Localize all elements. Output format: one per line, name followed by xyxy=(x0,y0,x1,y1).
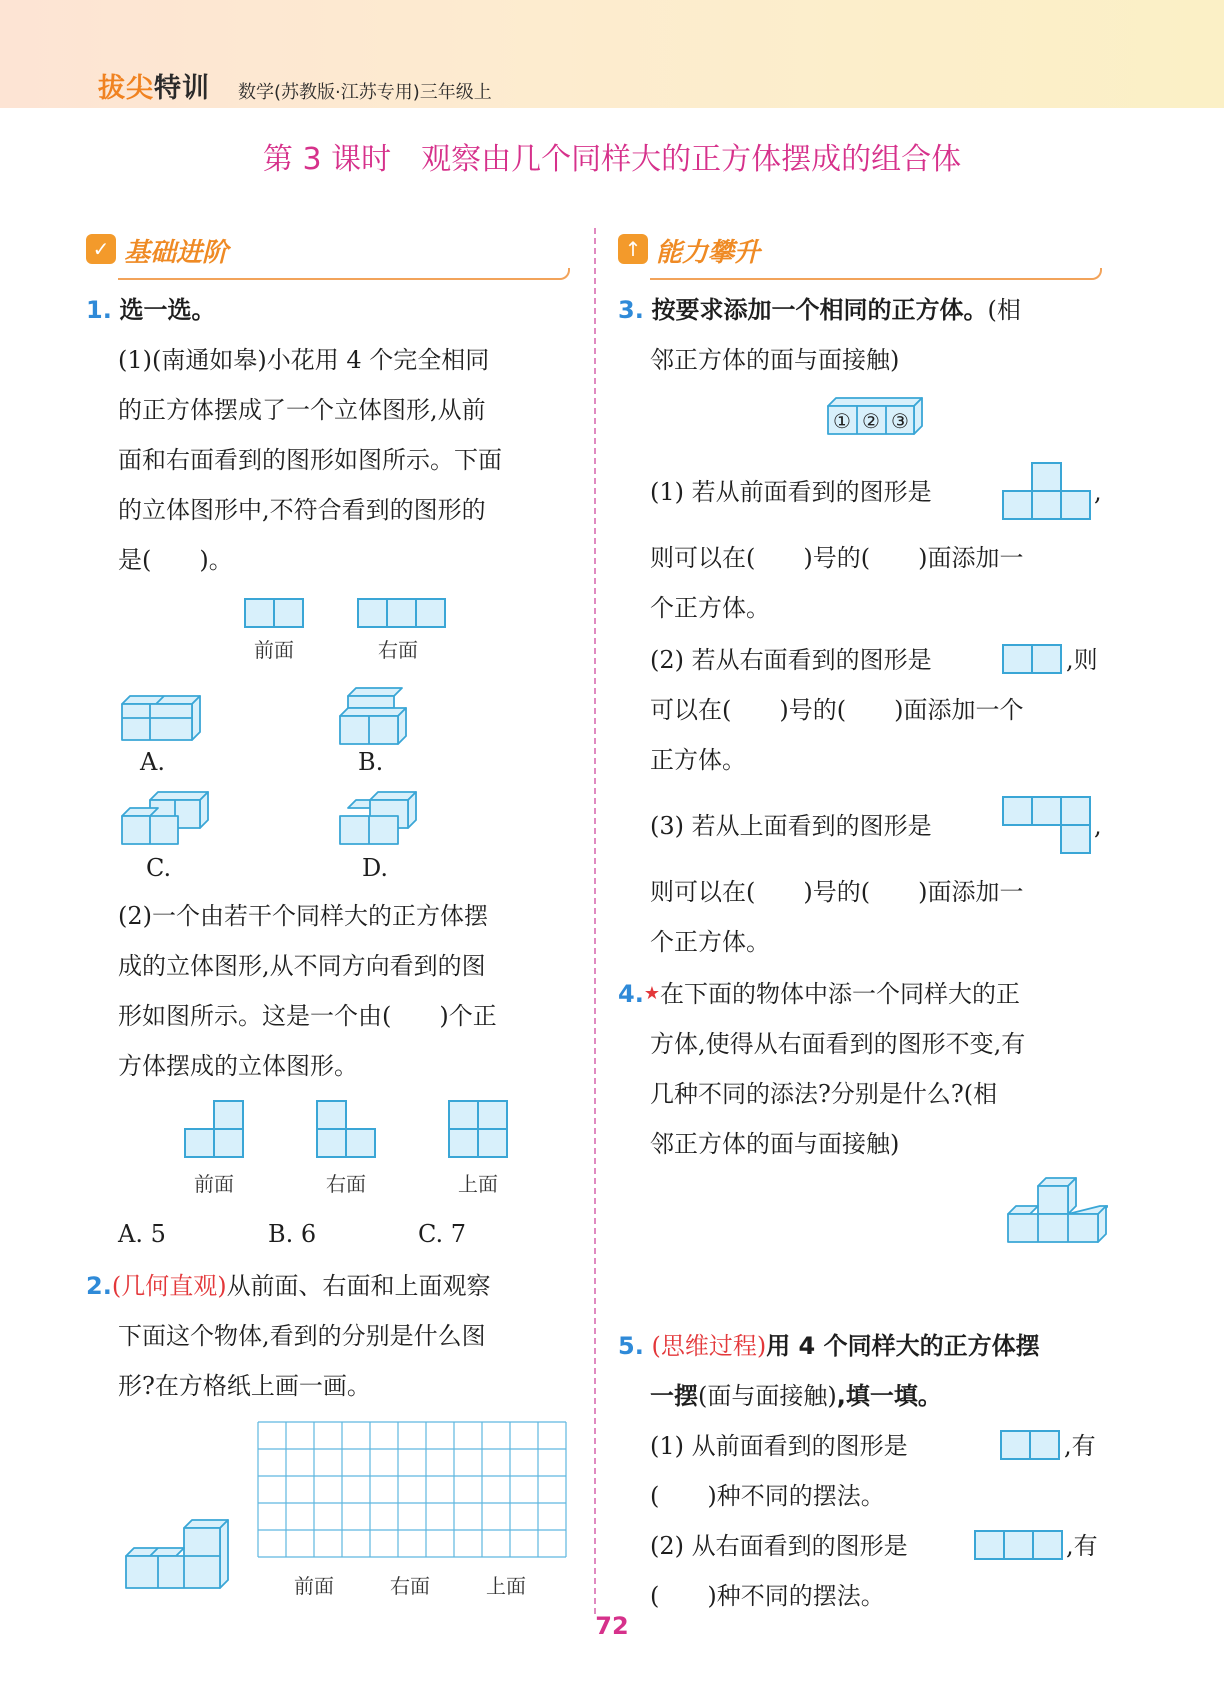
q3-s3-line-b: 则可以在( )号的( )面添加一 xyxy=(650,878,1024,906)
q4-text: 在下面的物体中添一个同样大的正 xyxy=(659,980,1020,1008)
cube-number-1: ① xyxy=(833,409,851,433)
q3-s1-line-b: 则可以在( )号的( )面添加一 xyxy=(650,544,1024,572)
q3-note-line-2: 邻正方体的面与面接触) xyxy=(650,346,900,374)
q1-right-view-figure xyxy=(357,598,447,628)
q1-p1-line: 的正方体摆成了一个立体图形,从前 xyxy=(118,396,486,424)
q5-s1-tail: ,有 xyxy=(1064,1432,1096,1460)
q5-title-b: 一摆 xyxy=(650,1382,698,1410)
view-label: 上面 xyxy=(458,1172,498,1196)
comma: , xyxy=(1094,478,1102,506)
choice-c[interactable]: C. 7 xyxy=(418,1220,467,1248)
option-b-label[interactable]: B. xyxy=(358,748,384,776)
q5-number: 5. xyxy=(618,1332,644,1360)
section-header-right xyxy=(618,232,1106,272)
section-underline-right xyxy=(650,268,1102,280)
option-d-label[interactable]: D. xyxy=(362,854,389,882)
q3-s3-line-c: 个正方体。 xyxy=(650,928,770,956)
q5-s2-line-b: ( )种不同的摆法。 xyxy=(650,1582,885,1610)
q3-s2-line-b: 可以在( )号的( )面添加一个 xyxy=(650,696,1024,724)
q1-front-view-figure xyxy=(244,598,306,628)
q5-line-1 xyxy=(618,1330,1040,1362)
q4-line-1 xyxy=(618,978,1020,1010)
q1-p2-front-view xyxy=(184,1100,246,1160)
option-b-figure xyxy=(334,686,414,746)
q5-s1-view-figure xyxy=(1000,1430,1062,1460)
q1-p2-line: 方体摆成的立体图形。 xyxy=(118,1052,358,1080)
q1-p2-line: (2)一个由若干个同样大的正方体摆 xyxy=(118,902,488,930)
q5-title-a: 用 4 个同样大的正方体摆 xyxy=(766,1332,1040,1360)
view-label: 前面 xyxy=(194,1172,234,1196)
section-header-left xyxy=(86,232,574,272)
q5-s2-line-a: (2) 从右面看到的图形是 xyxy=(650,1532,908,1560)
cube-number-2: ② xyxy=(862,409,880,433)
grid-label-right: 右面 xyxy=(390,1574,430,1598)
q3-s1-view-figure xyxy=(1002,462,1092,522)
q2-number: 2. xyxy=(86,1272,112,1300)
q2-grid-paper[interactable] xyxy=(256,1420,568,1560)
view-label: 前面 xyxy=(254,638,294,662)
grid-label-top: 上面 xyxy=(486,1574,526,1598)
cube-number-3: ③ xyxy=(891,409,909,433)
q5-s2-view-figure xyxy=(974,1530,1064,1560)
q3-s2-tail: ,则 xyxy=(1066,646,1098,674)
q5-title-c: ,填一填。 xyxy=(836,1382,942,1410)
q1-p2-top-view xyxy=(448,1100,510,1160)
q1-p2-line: 形如图所示。这是一个由( )个正 xyxy=(118,1002,497,1030)
q3-s2-line-a: (2) 若从右面看到的图形是 xyxy=(650,646,932,674)
q3-number: 3. xyxy=(618,296,644,324)
q1-p2-line: 成的立体图形,从不同方向看到的图 xyxy=(118,952,486,980)
comma: , xyxy=(1094,812,1102,840)
brand-part1: 拔尖 xyxy=(98,73,154,104)
page-number: 72 xyxy=(595,1612,629,1640)
q5-s2-tail: ,有 xyxy=(1066,1532,1098,1560)
q3-note: (相 xyxy=(987,296,1021,324)
q3-s1-line-c: 个正方体。 xyxy=(650,594,770,622)
q1-heading xyxy=(86,294,215,326)
choice-a[interactable]: A. 5 xyxy=(118,1220,166,1248)
grid-label-front: 前面 xyxy=(294,1574,334,1598)
q4-number: 4. xyxy=(618,980,644,1008)
q5-tag: (思维过程) xyxy=(651,1332,767,1360)
star-icon: ★ xyxy=(643,983,660,1004)
q5-s1-line-a: (1) 从前面看到的图形是 xyxy=(650,1432,908,1460)
q1-p1-line: 是( )。 xyxy=(118,546,233,574)
q5-s1-line-b: ( )种不同的摆法。 xyxy=(650,1482,885,1510)
q3-s2-line-c: 正方体。 xyxy=(650,746,746,774)
q3-cube-row-figure xyxy=(826,396,924,436)
run-icon: ✓ xyxy=(86,234,116,264)
q3-title: 按要求添加一个相同的正方体。 xyxy=(651,296,988,324)
q1-number: 1. xyxy=(86,296,112,324)
q1-p1-line: 面和右面看到的图形如图所示。下面 xyxy=(118,446,502,474)
q1-p1-line: (1)(南通如皋)小花用 4 个完全相同 xyxy=(118,346,490,374)
view-label: 右面 xyxy=(326,1172,366,1196)
option-d-figure xyxy=(334,790,424,846)
section-underline-left xyxy=(118,268,570,280)
section-label-right: 能力攀升 xyxy=(656,238,761,268)
q2-line-1 xyxy=(86,1270,491,1302)
q3-s3-line-a: (3) 若从上面看到的图形是 xyxy=(650,812,932,840)
q2-line: 形?在方格纸上画一画。 xyxy=(118,1372,371,1400)
climb-icon: ↑ xyxy=(618,234,648,264)
option-a-label[interactable]: A. xyxy=(140,748,165,776)
q1-title: 选一选。 xyxy=(119,296,216,324)
q3-heading xyxy=(618,294,1021,326)
brand-part2: 特训 xyxy=(154,73,210,104)
q4-object-figure xyxy=(1004,1176,1108,1248)
q4-line: 邻正方体的面与面接触) xyxy=(650,1130,900,1158)
q1-p2-right-view xyxy=(316,1100,378,1160)
section-label-left: 基础进阶 xyxy=(124,238,229,268)
q2-object-figure xyxy=(118,1518,230,1594)
option-a-figure xyxy=(114,694,204,746)
q2-text: 从前面、右面和上面观察 xyxy=(226,1272,491,1300)
q4-line: 几种不同的添法?分别是什么?(相 xyxy=(650,1080,998,1108)
q1-p1-line: 的立体图形中,不符合看到的图形的 xyxy=(118,496,486,524)
choice-b[interactable]: B. 6 xyxy=(268,1220,317,1248)
lesson-title: 第 3 课时 观察由几个同样大的正方体摆成的组合体 xyxy=(262,142,962,177)
view-label: 右面 xyxy=(378,638,418,662)
q2-tag: (几何直观) xyxy=(111,1272,227,1300)
q3-s2-view-figure xyxy=(1002,644,1064,674)
brand-logo xyxy=(98,66,210,105)
q5-line-2 xyxy=(650,1380,942,1412)
q4-line: 方体,使得从右面看到的图形不变,有 xyxy=(650,1030,1026,1058)
q3-s3-view-figure xyxy=(1002,796,1092,856)
book-title: 数学(苏教版·江苏专用)三年级上 xyxy=(238,82,492,103)
column-divider xyxy=(594,228,596,1614)
q5-title-note: (面与面接触) xyxy=(698,1382,837,1410)
q2-line: 下面这个物体,看到的分别是什么图 xyxy=(118,1322,486,1350)
option-c-label[interactable]: C. xyxy=(146,854,172,882)
option-c-figure xyxy=(114,790,214,846)
q3-s1-line-a: (1) 若从前面看到的图形是 xyxy=(650,478,932,506)
